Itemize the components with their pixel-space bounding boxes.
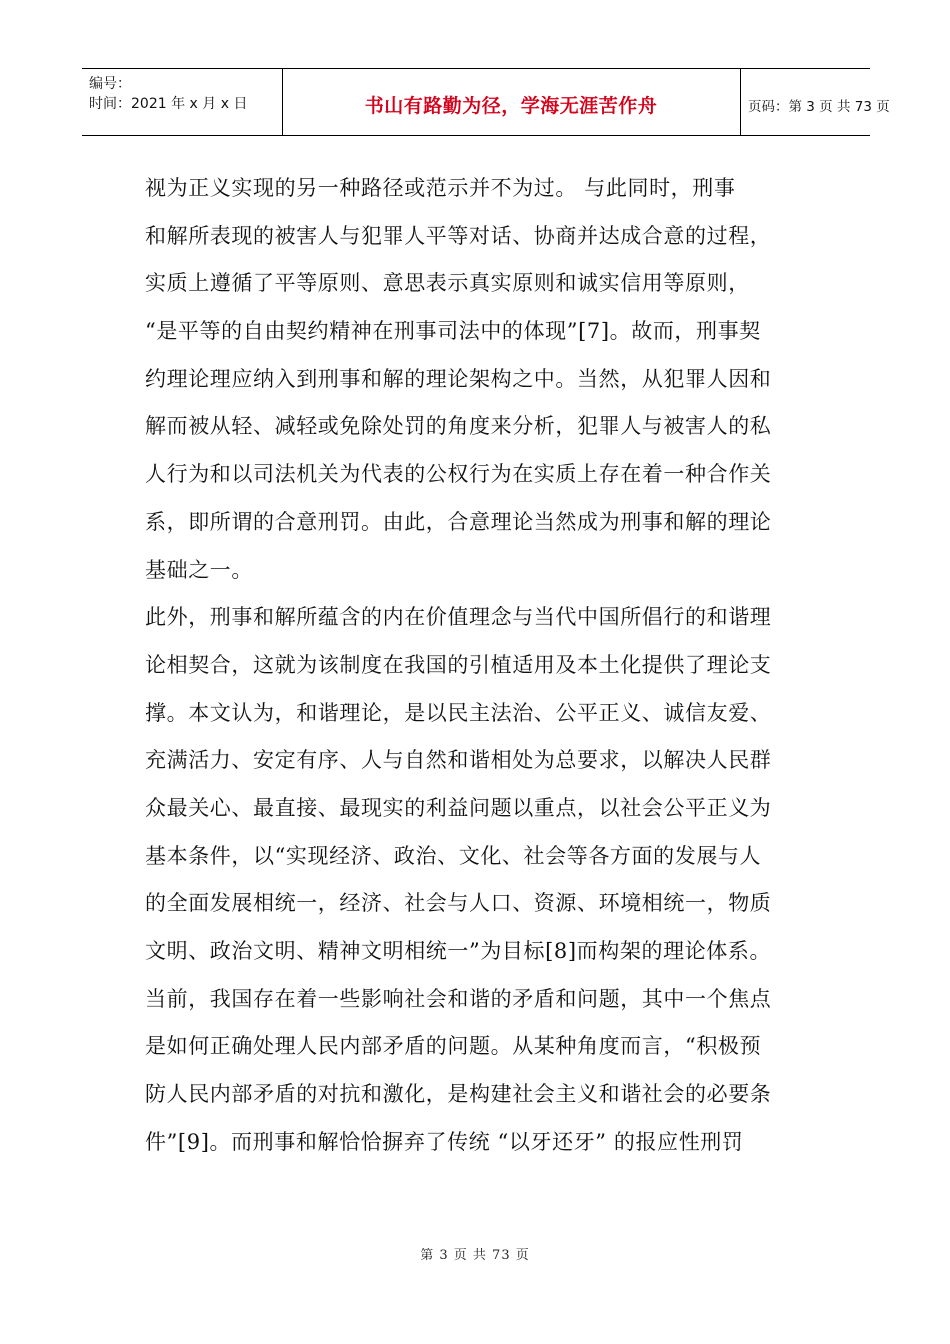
header-motto-cell [282, 69, 741, 135]
body-text-line: 系，即所谓的合意刑罚。由此，合意理论当然成为刑事和解的理论 [145, 509, 772, 534]
header-meta-cell [82, 69, 283, 135]
body-text-line: 解而被从轻、减轻或免除处罚的角度来分析，犯罪人与被害人的私 [145, 414, 772, 439]
body-text-line: 约理论理应纳入到刑事和解的理论架构之中。当然，从犯罪人因和 [145, 366, 772, 391]
body-text-line: 此外，刑事和解所蕴含的内在价值理念与当代中国所倡行的和谐理 [145, 605, 772, 630]
page-footer: 第 3 页 共 73 页 [420, 1248, 530, 1263]
body-text-line: 件”[9]。而刑事和解恰恰摒弃了传统 “以牙还牙” 的报应性刑罚 [145, 1129, 744, 1154]
body-text-line: 当前，我国存在着一些影响社会和谐的矛盾和问题，其中一个焦点 [145, 986, 772, 1011]
body-text-line: 撑。本文认为，和谐理论，是以民主法治、公平正义、诚信友爱、 [145, 700, 772, 725]
body-text-line: 防人民内部矛盾的对抗和激化，是构建社会主义和谐社会的必要条 [145, 1082, 772, 1107]
body-text-line: 众最关心、最直接、最现实的利益问题以重点，以社会公平正义为 [145, 795, 772, 820]
body-text-line: 和解所表现的被害人与犯罪人平等对话、协商并达成合意的过程， [145, 223, 772, 248]
header-page-cell [740, 69, 890, 135]
document-number-label: 编号： [89, 76, 131, 92]
body-text-line: 基本条件，以“实现经济、政治、文化、社会等各方面的发展与人 [145, 843, 762, 868]
header-motto: 书山有路勤为径，学海无涯苦作舟 [364, 95, 658, 117]
body-text-line: 的全面发展相统一，经济、社会与人口、资源、环境相统一，物质 [145, 891, 772, 916]
header-page-code: 页码：第 3 页 共 73 页 [748, 99, 890, 115]
body-text-line: 是如何正确处理人民内部矛盾的问题。从某种角度而言，“积极预 [145, 1034, 762, 1059]
body-text-line: 人行为和以司法机关为代表的公权行为在实质上存在着一种合作关 [145, 462, 772, 487]
document-date: 时间：2021 年 x 月 x 日 [89, 96, 248, 112]
body-text-line: 文明、政治文明、精神文明相统一”为目标[8]而构架的理论体系。 [145, 939, 772, 963]
body-text-line: 视为正义实现的另一种路径或范示并不为过。 与此同时，刑事 [145, 176, 736, 200]
body-text-line: 论相契合，这就为该制度在我国的引植适用及本土化提供了理论支 [145, 652, 772, 677]
page-header [82, 68, 890, 136]
document-body [145, 165, 805, 1166]
body-text-line: 充满活力、安定有序、人与自然和谐相处为总要求，以解决人民群 [145, 748, 772, 773]
body-text-line: “是平等的自由契约精神在刑事司法中的体现”[7]。故而，刑事契 [145, 319, 761, 344]
body-text-line: 实质上遵循了平等原则、意思表示真实原则和诚实信用等原则， [145, 271, 750, 296]
body-text-line: 基础之一。 [145, 557, 253, 582]
